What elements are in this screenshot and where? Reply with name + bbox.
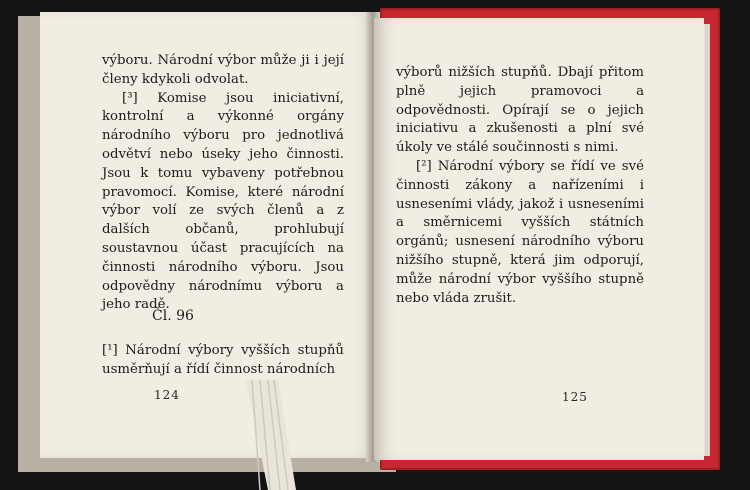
page-number-left: 124 — [154, 388, 180, 402]
right-paragraph-2: [²] Národní výbory se řídí ve své činnosti zákony a nařízeními i usneseními vlády, jakož i usneseními a směrnicemi vyšších státních orgánů; usnesení národního výboru nižšího stupně, která jim odporují, může národní výbor vyššího stupně nebo vláda zrušit. — [396, 158, 644, 306]
article-heading: Čl. 96 — [152, 308, 194, 324]
right-text — [396, 64, 644, 308]
left-paragraph-1: výboru. Národní výbor může ji i její členy kdykoli odvolat. — [102, 53, 344, 87]
right-paragraph-1: výborů nižších stupňů. Dbají přitom plně jejich pramovoci a odpovědnosti. Opírají se o jejich iniciativu a zkušenosti a plní své úkoly ve stálé součinnosti s nimi. — [396, 65, 644, 156]
left-bottom-paragraph: [¹] Národní výbory vyšších stupňů usměrňují a řídí činnost národních — [102, 343, 344, 377]
left-text — [102, 52, 344, 315]
left-page — [40, 12, 376, 458]
left-paragraph-2: [³] Komise jsou iniciativní, kontrolní a výkonné orgány národního výboru pro jednotlivá odvětví nebo úseky jeho činnosti. Jsou k tomu vybaveny potřebnou pravomocí. Komise, které národní výbor volí ze svých členů a z dalších občanů, prohlubují soustavnou účast pracujících na činnosti národního výboru. Jsou odpovědny národnímu výboru a jeho radě. — [102, 90, 344, 313]
bookmark-ribbon — [238, 380, 302, 490]
right-page — [374, 18, 704, 460]
page-number-right: 125 — [562, 390, 588, 404]
